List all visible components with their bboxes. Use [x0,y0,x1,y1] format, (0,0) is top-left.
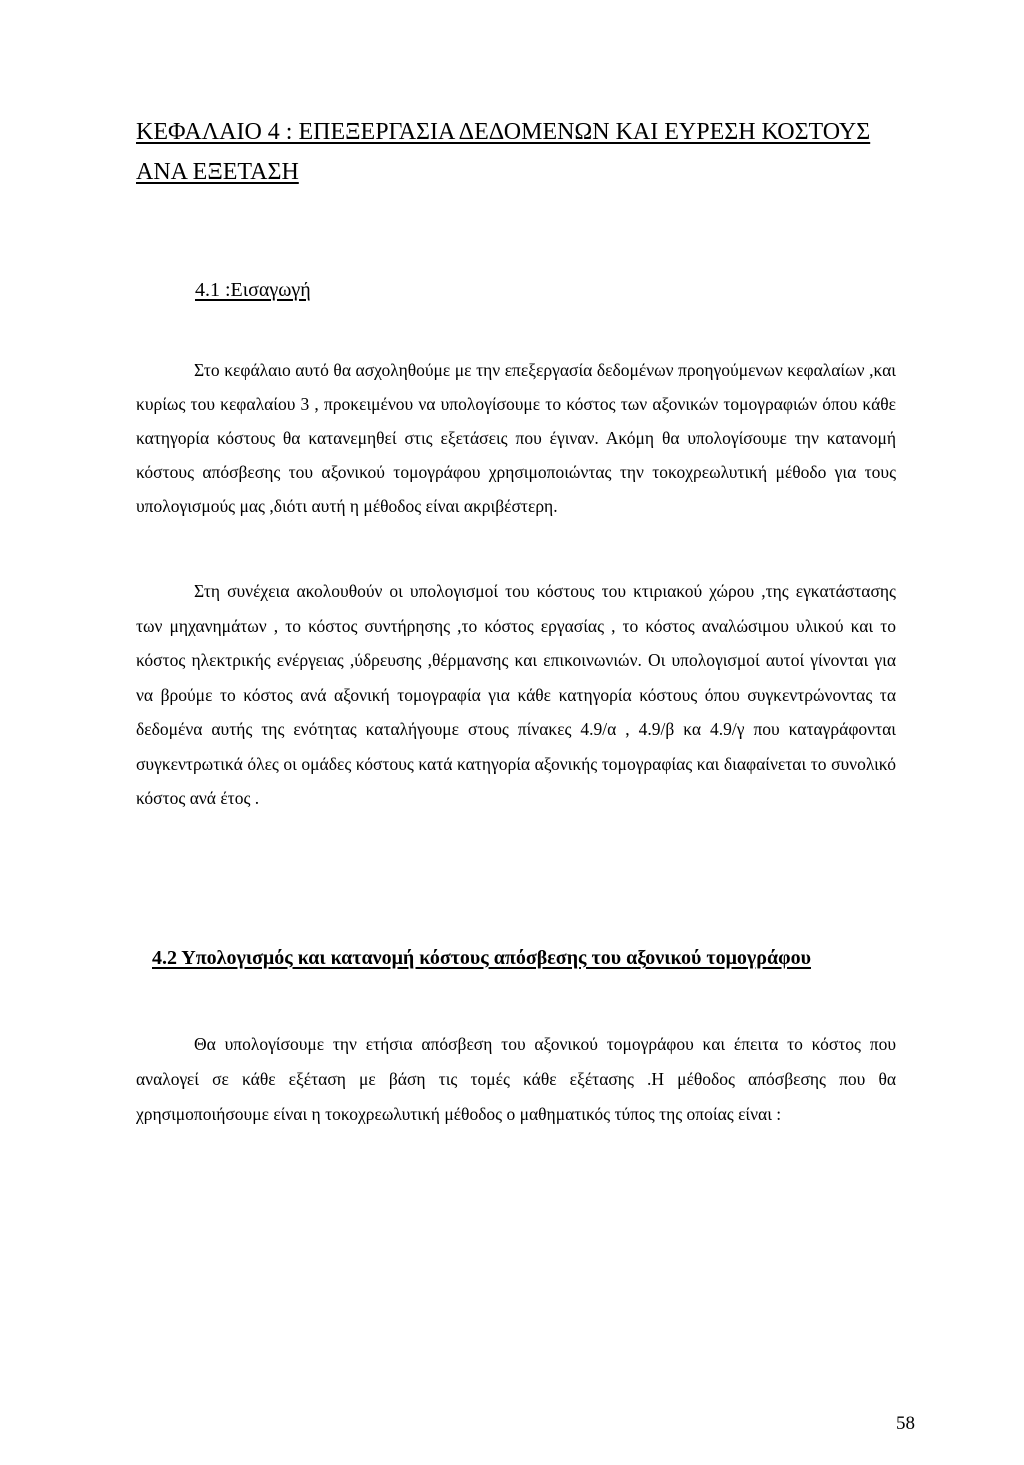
section-heading-depreciation: 4.2 Υπολογισμός και κατανομή κόστους απόσβεσης του αξονικού τομογράφου [152,947,811,969]
paragraph-introduction-1: Στο κεφάλαιο αυτό θα ασχοληθούμε με την επεξεργασία δεδομένων προηγούμενων κεφαλαίων ,και κυρίως του κεφαλαίου 3 , προκειμένου να υπολογίσουμε το κόστος των αξονικών τομογραφιών όπου κάθε κατηγορία κόστους θα κατανεμηθεί στις εξετάσεις που έγιναν. Ακόμη θα υπολογίσουμε την κατανομή κόστους απόσβεσης του αξονικού τομογράφου χρησιμοποιώντας την τοκοχρεωλυτική μέθοδο για τους υπολογισμούς μας ,διότι αυτή η μέθοδος είναι ακριβέστερη. [136,360,896,516]
chapter-title: ΚΕΦΑΛΑΙΟ 4 : ΕΠΕΞΕΡΓΑΣΙΑ ΔΕΔΟΜΕΝΩΝ ΚΑΙ ΕΥΡΕΣΗ ΚΟΣΤΟΥΣ ΑΝΑ ΕΞΕΤΑΣΗ [136,119,871,185]
section-heading-introduction: 4.1 :Εισαγωγή [195,279,311,301]
paragraph-introduction-2: Στη συνέχεια ακολουθούν οι υπολογισμοί του κόστους του κτιριακού χώρου ,της εγκατάστασης των μηχανημάτων , το κόστος συντήρησης ,το κόστος εργασίας , το κόστος αναλώσιμου υλικού και το κόστος ηλεκτρικής ενέργειας ,ύδρευσης ,θέρμανσης και επικοινωνιών. Οι υπολογισμοί αυτοί γίνονται για να βρούμε το κόστος ανά αξονική τομογραφία για κάθε κατηγορία κόστους όπου συγκεντρώνοντας τα δεδομένα αυτής της ενότητας καταλήγουμε στους πίνακες 4.9/α , 4.9/β κα 4.9/γ που καταγράφονται συγκεντρωτικά όλες οι ομάδες κόστους κατά κατηγορία αξονικής τομογραφίας και διαφαίνεται το συνολικό κόστος ανά έτος . [136,581,896,808]
page-number: 58 [896,1413,915,1434]
paragraph-depreciation-1: Θα υπολογίσουμε την ετήσια απόσβεση του αξονικού τομογράφου και έπειτα το κόστος που αναλογεί σε κάθε εξέταση με βάση τις τομές κάθε εξέτασης .Η μέθοδος απόσβεσης που θα χρησιμοποιήσουμε είναι η τοκοχρεωλυτική μέθοδος ο μαθηματικός τύπος της οποίας είναι : [136,1034,896,1124]
